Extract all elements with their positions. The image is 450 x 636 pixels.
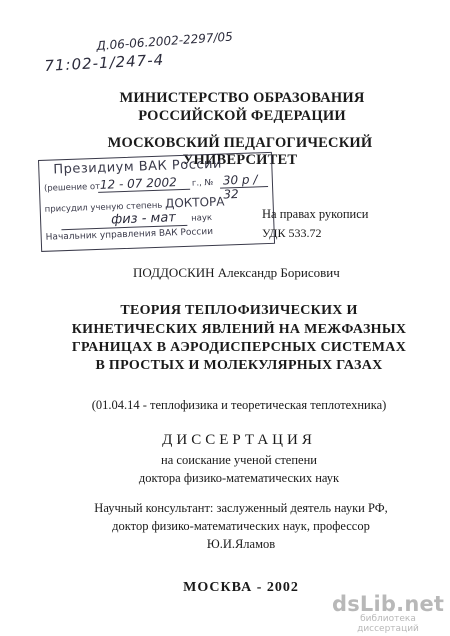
stamp-head-label: Начальник управления ВАК России — [45, 226, 214, 243]
advisor-name: Ю.И.Яламов — [206, 537, 276, 551]
document-type: ДИССЕРТАЦИЯ — [162, 432, 316, 448]
degree-line-1: на соискание ученой степени — [161, 453, 317, 467]
catalog-number-handwritten: 71:02-1/247-4 — [44, 50, 165, 75]
stamp-decision-label: (решение от — [43, 181, 101, 194]
stamp-field-handwritten: физ - мат — [110, 210, 177, 228]
stamp-number-label: г., № — [191, 177, 214, 189]
stamp-degree: ДОКТОРА — [164, 194, 225, 211]
stamp-title: Президиум ВАК России — [53, 156, 223, 178]
ministry-line-2: РОССИЙСКОЙ ФЕДЕРАЦИИ — [138, 108, 346, 124]
stamp-awarded-label: присудил ученую степень ДОКТОРА — [44, 194, 225, 215]
manuscript-rights: На правах рукописи — [262, 207, 369, 221]
watermark-brand: dsLib.net — [332, 592, 445, 616]
university-line-1: МОСКОВСКИЙ ПЕДАГОГИЧЕСКИЙ — [107, 135, 373, 151]
degree-line-2: доктора физико-математических наук — [138, 471, 340, 485]
dissertation-title-line-1: ТЕОРИЯ ТЕПЛОФИЗИЧЕСКИХ И — [120, 303, 358, 318]
specialty-code: (01.04.14 - теплофизика и теоретическая теплотехника) — [91, 398, 387, 412]
dissertation-title-line-4: В ПРОСТЫХ И МОЛЕКУЛЯРНЫХ ГАЗАХ — [95, 358, 383, 373]
ministry-line-1: МИНИСТЕРСТВО ОБРАЗОВАНИЯ — [119, 90, 365, 106]
university-line-2: УНИВЕРСИТЕТ — [182, 152, 298, 168]
vak-stamp — [38, 152, 275, 252]
dissertation-title-line-2: КИНЕТИЧЕСКИХ ЯВЛЕНИЙ НА МЕЖФАЗНЫХ — [71, 322, 407, 337]
dissertation-title-line-3: ГРАНИЦАХ В АЭРОДИСПЕРСНЫХ СИСТЕМАХ — [71, 340, 407, 355]
watermark — [332, 592, 444, 634]
archive-number-handwritten: Д.06-06.2002-2297/05 — [96, 29, 234, 53]
author-name: ПОДДОСКИН Александр Борисович — [133, 265, 340, 280]
city-year: МОСКВА - 2002 — [183, 580, 299, 595]
stamp-decision-number: 30 р / 32 — [222, 172, 258, 202]
stamp-decision-date: 12 - 07 2002 — [99, 175, 177, 192]
watermark-subtitle: библиотека диссертаций — [357, 614, 419, 634]
advisor-line-2: доктор физико-математических наук, профессор — [112, 519, 370, 533]
stamp-field-suffix: наук — [190, 212, 213, 224]
udc-code: УДК 533.72 — [262, 226, 322, 240]
advisor-line-1: Научный консультант: заслуженный деятель науки РФ, — [94, 501, 388, 515]
